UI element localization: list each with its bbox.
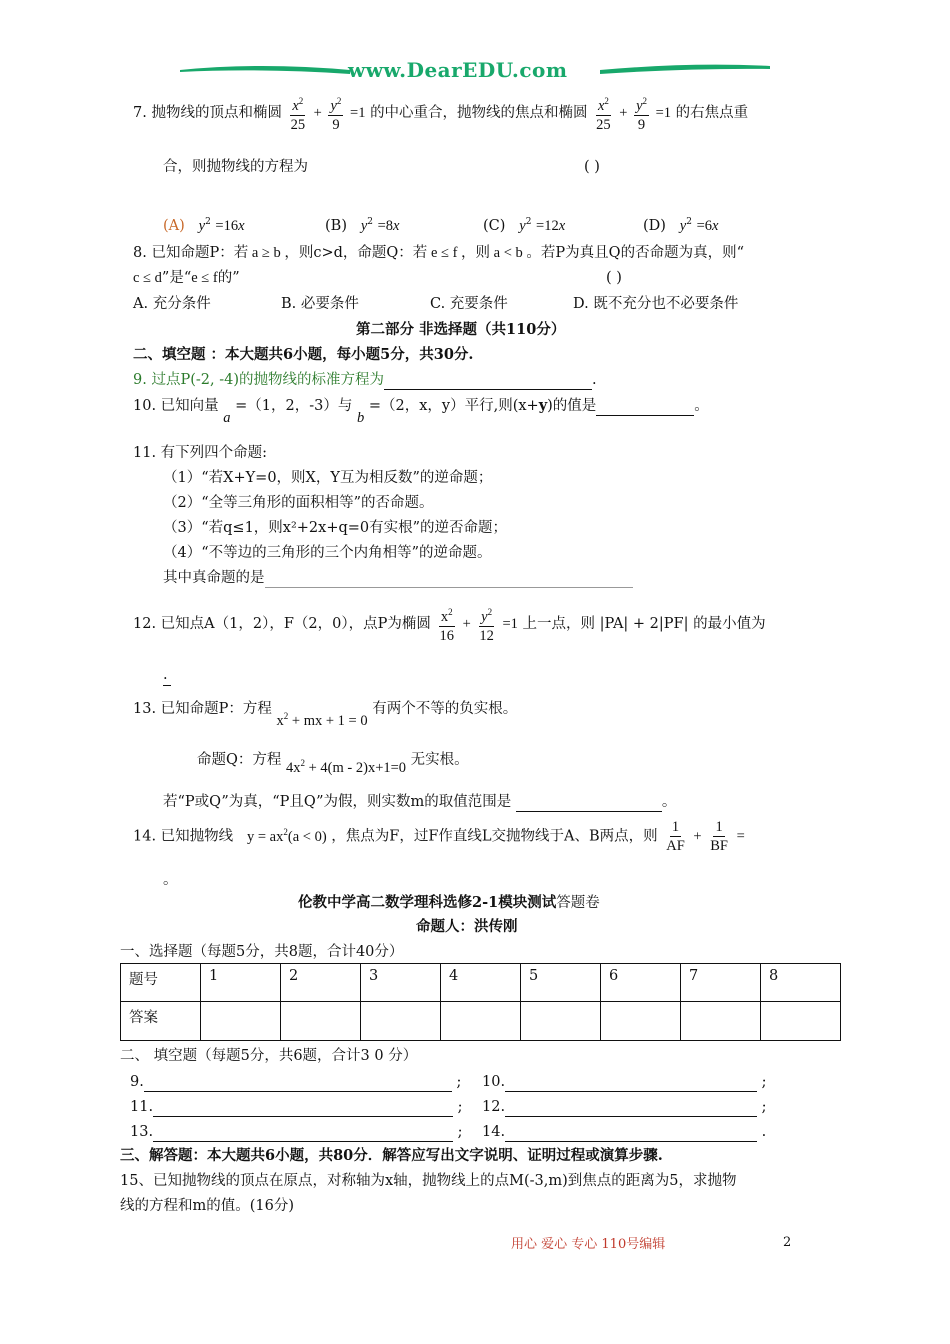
ellipse-fraction-2: $\frac{y^2}{9}$ [328, 92, 343, 134]
q13-p: 13. 已知命题P：方程 $x^2$ + mx + 1 = 0 有两个不等的负实根。 [133, 700, 518, 729]
answer-cell[interactable] [761, 1002, 841, 1041]
table-row [121, 1002, 841, 1041]
q14: 14. 已知抛物线 $y = ax^2(a < 0)$ ，焦点为F，过F作直线L交抛物线于A、B两点，则 $\frac{1}{AF}$ + $\frac{1}{BF}$ = [133, 819, 745, 854]
q8-line2: c ≤ d”是“e ≤ f的” [133, 270, 240, 286]
q13-blank[interactable] [516, 795, 662, 812]
answer-cell[interactable] [281, 1002, 361, 1041]
q10: 10. 已知向量 a =（1，2，-3）与 b =（2，x，y）平行,则(x+y)的值是 。 [133, 397, 709, 426]
q11-item-3: （3）“若q≤1，则x²+2x+q=0有实根”的逆否命题； [163, 520, 508, 536]
q7-paren: ( ) [584, 159, 600, 175]
ellipse-fraction-1: $\frac{x^2}{25}$ [289, 92, 308, 134]
part2-title: 第二部分 非选择题（共110分） [356, 321, 566, 338]
q7-option-d[interactable]: (D) $y^2 =6x$ [643, 217, 719, 234]
logo-text: www.DearEDU.com [348, 58, 568, 82]
fill-row-12: 12. ; [482, 1099, 767, 1115]
table-cell: 5 [521, 964, 601, 1002]
q11-answer: 其中真命题的是 [163, 568, 633, 588]
row-label: 题号 [121, 964, 201, 1002]
q11-item-4: （4）“不等边的三角形的三个内角相等”的逆命题。 [163, 545, 492, 561]
q8-option-c[interactable]: C. 充要条件 [430, 296, 508, 312]
q13-question: 若“P或Q”为真，“P且Q”为假，则实数m的取值范围是 。 [163, 794, 677, 810]
table-cell: 3 [361, 964, 441, 1002]
table-cell: 8 [761, 964, 841, 1002]
q13-q: 命题Q：方程 $4x^2 + 4(m - 2)x+1=0$ 无实根。 [197, 751, 469, 776]
answer-cell[interactable] [521, 1002, 601, 1041]
page-number: 2 [783, 1235, 792, 1250]
q7-option-b[interactable]: (B) $y^2 =8x$ [325, 217, 400, 234]
q10-blank[interactable] [596, 399, 694, 416]
q8-option-b[interactable]: B. 必要条件 [281, 296, 359, 312]
q8-option-a[interactable]: A. 充分条件 [133, 296, 211, 312]
q7-option-c[interactable]: (C) $y^2 =12x$ [483, 217, 566, 234]
table-cell: 4 [441, 964, 521, 1002]
q14-end: 。 [163, 872, 178, 888]
fill-row-9: 9. ; [130, 1074, 462, 1090]
q11-blank[interactable] [265, 571, 633, 588]
q12: 12. 已知点A（1，2），F（2，0），点P为椭圆 $\frac{x^2}{16}$ + $\frac{y^2}{12}$ =1 上一点，则 |PA| + 2|PF| 的最小值为 [133, 603, 766, 645]
footer-text: 用心 爱心 专心 110号编辑 [511, 1237, 666, 1252]
q8-paren: ( ) [606, 270, 622, 286]
fill-row-10: 10. ; [482, 1074, 767, 1090]
fill-section-heading: 二、 填空题（每题5分，共6题，合计3 0 分） [120, 1048, 418, 1064]
q12-end[interactable]: . [163, 665, 171, 686]
answer-cell[interactable] [681, 1002, 761, 1041]
choice-section-heading: 一、选择题（每题5分，共8题，合计40分） [120, 944, 404, 960]
header-logo [180, 58, 770, 84]
answer-table-wrap [120, 963, 841, 1041]
table-cell: 2 [281, 964, 361, 1002]
q7-line2: 合，则抛物线的方程为 [163, 159, 308, 175]
answer-cell[interactable] [441, 1002, 521, 1041]
q8-option-d[interactable]: D. 既不充分也不必要条件 [573, 296, 739, 312]
answer-cell[interactable] [601, 1002, 681, 1041]
q11-item-2: （2）“全等三角形的面积相等”的否命题。 [163, 495, 434, 511]
answer-table [120, 963, 841, 1041]
q11-item-1: （1）“若X+Y=0，则X，Y互为相反数”的逆命题； [163, 470, 493, 486]
table-row [121, 964, 841, 1002]
answer-sheet-title: 伦教中学高二数学理科选修2-1模块测试答题卷 [298, 894, 600, 911]
q7-option-a[interactable]: (A) $y^2 =16x$ [163, 217, 245, 234]
table-cell: 1 [201, 964, 281, 1002]
section2-heading: 二、填空题 ：本大题共6小题，每小题5分，共30分. [133, 346, 474, 363]
table-cell: 7 [681, 964, 761, 1002]
fill-row-14: 14. . [482, 1124, 767, 1140]
answer-sheet-author: 命题人：洪传刚 [416, 918, 518, 935]
answer-cell[interactable] [201, 1002, 281, 1041]
q9: 9. 过点P(-2, -4)的抛物线的标准方程为 . [133, 372, 597, 388]
row-label: 答案 [121, 1002, 201, 1041]
fill-row-11: 11. ; [130, 1099, 463, 1115]
ellipse-fraction-3: $\frac{x^2}{16}$ [437, 603, 456, 645]
fill-row-13: 13. ; [130, 1124, 463, 1140]
q15-line1: 15、已知抛物线的顶点在原点，对称轴为x轴，抛物线上的点M(-3,m)到焦点的距离为5，求抛物 [120, 1173, 737, 1189]
q7-line1: 7. 抛物线的顶点和椭圆 $\frac{x^2}{25}$ + $\frac{y^2}{9}$ =1 的中心重合，抛物线的焦点和椭圆 $\frac{x^2}{25}$ + $\frac{y^2}{9}$ =1 的右焦点重 [133, 92, 748, 134]
answer-cell[interactable] [361, 1002, 441, 1041]
q9-blank[interactable] [384, 373, 592, 390]
q8-line1: 8. 已知命题P：若 a ≥ b ，则c>d，命题Q：若 e ≤ f ，则 a < b 。若P为真且Q的否命题为真，则“ [133, 245, 744, 261]
section3-heading: 三、解答题：本大题共6小题，共80分．解答应写出文字说明、证明过程或演算步骤. [120, 1147, 663, 1164]
q15-line2: 线的方程和m的值。(16分) [120, 1198, 295, 1214]
q11-title: 11. 有下列四个命题: [133, 445, 268, 461]
table-cell: 6 [601, 964, 681, 1002]
